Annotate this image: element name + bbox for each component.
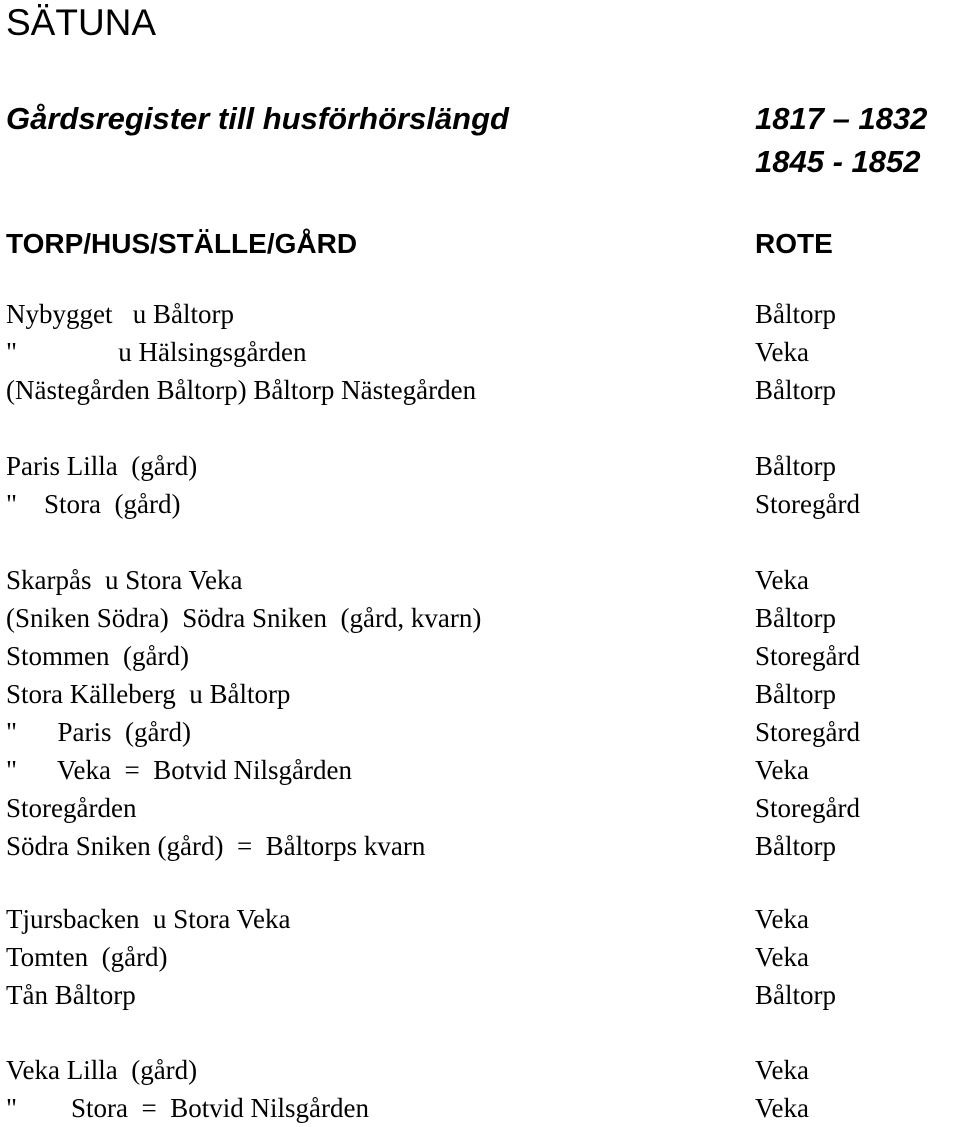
column-header-place: TORP/HUS/STÄLLE/GÅRD: [6, 228, 358, 259]
place-name: " Stora = Botvid Nilsgården: [6, 1093, 369, 1123]
register-row: [0, 713, 960, 751]
place-name: " Paris (gård): [6, 717, 191, 747]
register-row: [0, 599, 960, 637]
register-row: [0, 789, 960, 827]
rote-name: Båltorp: [755, 831, 836, 861]
register-row: [0, 751, 960, 789]
place-name: " Veka = Botvid Nilsgården: [6, 755, 352, 785]
rote-name: Veka: [755, 942, 809, 972]
rote-name: Båltorp: [755, 299, 836, 329]
register-row: [0, 561, 960, 599]
rote-name: Storegård: [755, 793, 860, 823]
place-name: Paris Lilla (gård): [6, 451, 198, 481]
rote-name: Veka: [755, 1093, 809, 1123]
place-name: Tomten (gård): [6, 942, 168, 972]
register-row: [0, 637, 960, 675]
register-row: [0, 295, 960, 333]
place-name: Stommen (gård): [6, 641, 189, 671]
place-name: (Sniken Södra) Södra Sniken (gård, kvarn): [6, 603, 482, 633]
place-name: " u Hälsingsgården: [6, 337, 307, 367]
rote-name: Storegård: [755, 489, 860, 519]
place-name: Storegården: [6, 793, 137, 823]
place-name: Veka Lilla (gård): [6, 1055, 198, 1085]
year-range-1: 1817 – 1832: [755, 101, 928, 136]
rote-name: Båltorp: [755, 603, 836, 633]
place-name: Tjursbacken u Stora Veka: [6, 904, 291, 934]
rote-name: Veka: [755, 904, 809, 934]
place-name: " Stora (gård): [6, 489, 181, 519]
place-name: Nybygget u Båltorp: [6, 299, 234, 329]
rote-name: Båltorp: [755, 451, 836, 481]
place-name: Tån Båltorp: [6, 980, 136, 1010]
subtitle: Gårdsregister till husförhörslängd: [6, 101, 509, 136]
rote-name: Båltorp: [755, 980, 836, 1010]
rote-name: Storegård: [755, 717, 860, 747]
rote-name: Båltorp: [755, 375, 836, 405]
rote-name: Storegård: [755, 641, 860, 671]
place-name: Skarpås u Stora Veka: [6, 565, 243, 595]
register-row: [0, 371, 960, 409]
register-row: [0, 333, 960, 371]
register-row: [0, 1051, 960, 1089]
register-row: [0, 1089, 960, 1127]
place-name: Stora Källeberg u Båltorp: [6, 679, 291, 709]
rote-name: Veka: [755, 565, 809, 595]
page-title: SÄTUNA: [6, 2, 157, 43]
year-range-2: 1845 - 1852: [755, 144, 921, 179]
place-name: Södra Sniken (gård) = Båltorps kvarn: [6, 831, 426, 861]
place-name: (Nästegården Båltorp) Båltorp Nästegården: [6, 375, 477, 405]
register-row: [0, 827, 960, 865]
register-row: [0, 938, 960, 976]
register-row: [0, 485, 960, 523]
rote-name: Veka: [755, 755, 809, 785]
column-header-rote: ROTE: [755, 228, 833, 259]
rote-name: Veka: [755, 1055, 809, 1085]
rote-name: Veka: [755, 337, 809, 367]
register-row: [0, 900, 960, 938]
register-row: [0, 675, 960, 713]
register-row: [0, 447, 960, 485]
rote-name: Båltorp: [755, 679, 836, 709]
register-row: [0, 976, 960, 1014]
